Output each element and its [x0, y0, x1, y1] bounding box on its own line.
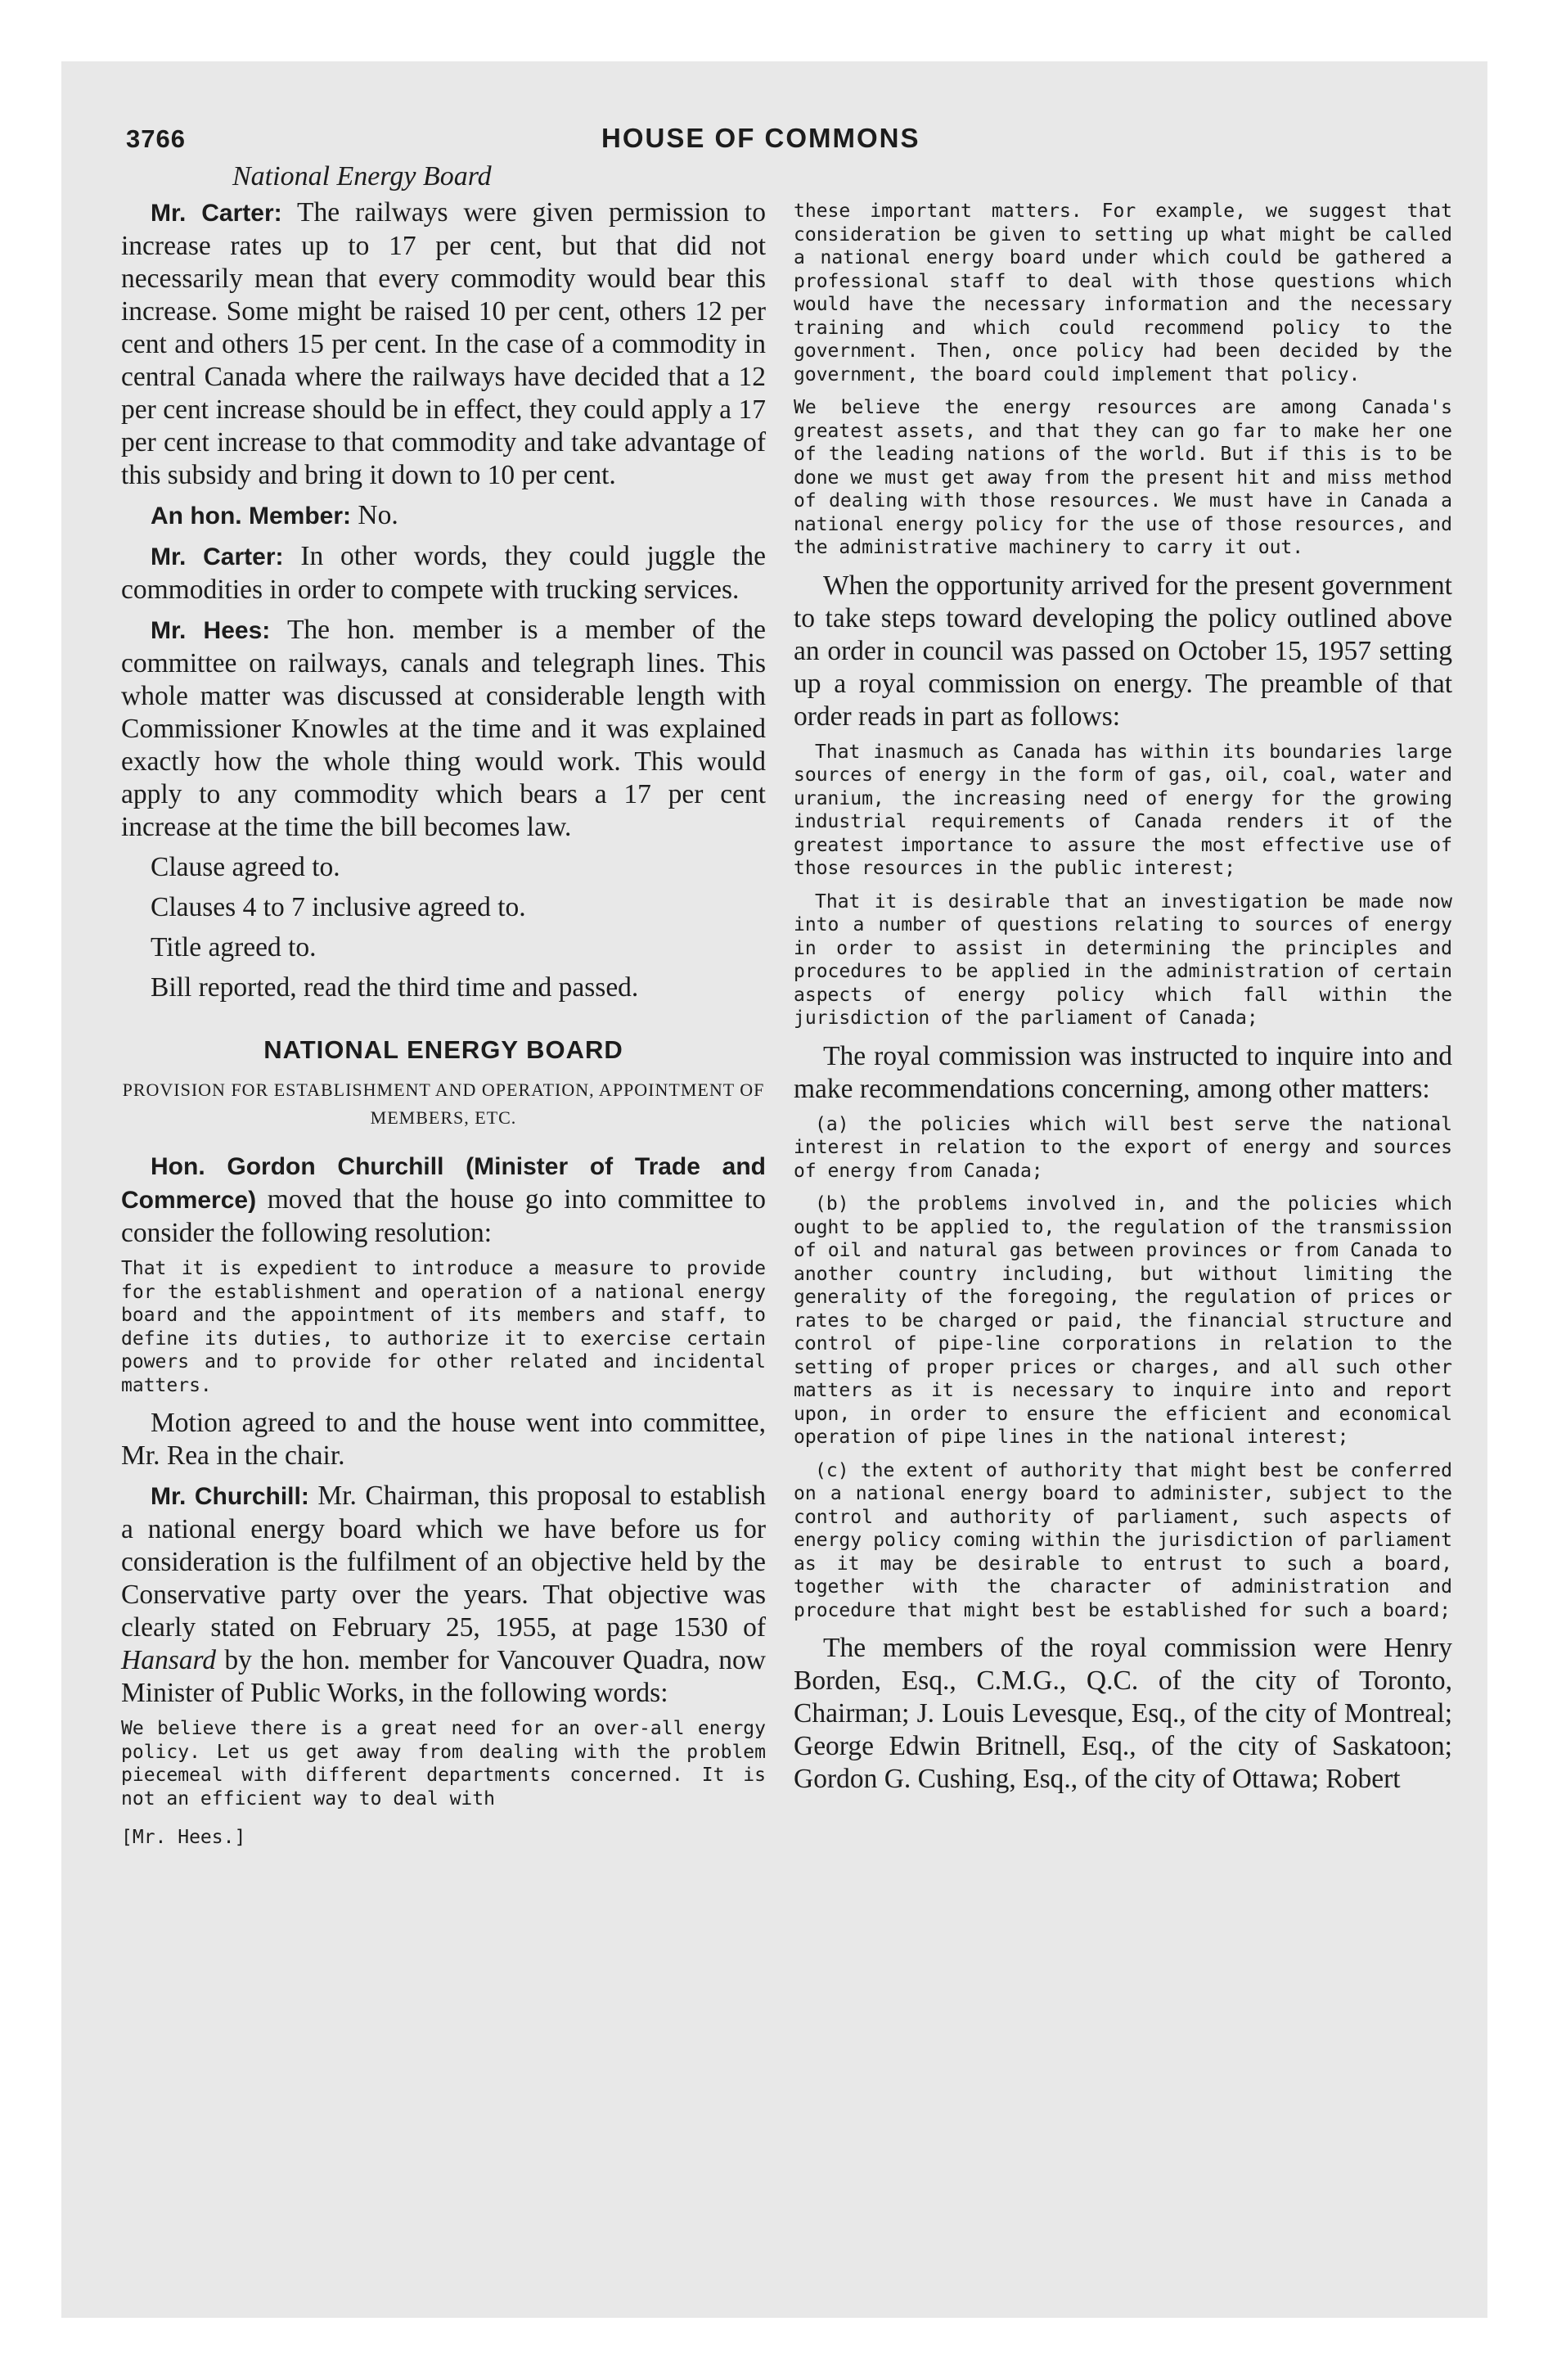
paragraph-text: The railways were given permission to increase rates up to 17 per cent, but that did not necessarily mean that every commodity would bear this increase. Some might be raised 10 per cent, others 12 per cent and others 15 per cent. In the case of a commodity in central Canada where the railways have decided that a 12 per cent increase should be in effect, they could apply a 17 per cent increase to that commodity and take advantage of this subsidy and bring it down to 10 per cent.	[121, 197, 766, 490]
paragraph	[121, 499, 766, 533]
paragraph: The members of the royal commission were Henry Borden, Esq., C.M.G., Q.C. of the city of Toronto, Chairman; J. Louis Levesque, Esq., of the city of Montreal; George Edwin Britnell, Esq., of the city of Saskatoon; Gordon G. Cushing, Esq., of the city of Ottawa; Robert	[794, 1633, 1452, 1794]
paragraph: When the opportunity arrived for the present government to take steps toward developing the policy outlined above an order in council was passed on October 15, 1957 setting up a royal commission on energy. The preamble of that order reads in part as follows:	[794, 570, 1452, 732]
paragraph-text: moved that the house go into committee to consider the following resolution:	[121, 1184, 766, 1248]
paragraph: Clause agreed to.	[151, 852, 340, 882]
speaker-footer: [Mr. Hees.]	[121, 1827, 246, 1848]
paragraph: The royal commission was instructed to inquire into and make recommendations concerning, among other matters:	[794, 1040, 1452, 1104]
speaker-name: Mr. Carter:	[151, 543, 284, 570]
page-number: 3766	[126, 124, 186, 153]
quotation: We believe there is a great need for an over-all energy policy. Let us get away from dealing with the problem piecemeal with different departments concerned. It is not an efficient way to deal with	[121, 1718, 766, 1810]
list-item: (c) the extent of authority that might best be conferred on a national energy board to administer, subject to the control and authority of parliament, such aspects of energy policy coming within the jurisdiction of parliament as it may be desirable to entrust to such a board, together with the character of administration and procedure that might best be established for such a board;	[794, 1459, 1452, 1621]
paragraph: Bill reported, read the third time and passed.	[151, 972, 639, 1003]
paragraph-text: Mr. Chairman, this proposal to establish a national energy board which we have before us for consideration is the fulfilment of an objective held by the Conservative party over the years. That objective was clearly stated on February 25, 1955, at page 1530 of	[121, 1481, 766, 1643]
quotation: these important matters. For example, we suggest that consideration be given to setting up what might be called a national energy board under which could be gathered a professional staff to deal with those questions which would have the necessary information and the necessary training and which could recommend policy to the government. Then, once policy had been decided by the government, the board could implement that policy.	[794, 201, 1452, 385]
speaker-name: An hon. Member:	[151, 503, 351, 530]
list-item: (b) the problems involved in, and the policies which ought to be applied to, the regulation of the transmission of oil and natural gas between provinces or from Canada to another country including, but without limiting the generality of the foregoing, the regulation of prices or rates to be charged or paid, the financial structure and control of pipe-line corporations in relation to the setting of proper prices or charges, and all such other matters as it is necessary to inquire into and report upon, in order to ensure the efficient and economical operation of pipe lines in the national interest;	[794, 1193, 1452, 1448]
paragraph	[121, 540, 766, 606]
paragraph-text: In other words, they could juggle the commodities in order to compete with trucking services.	[121, 541, 767, 605]
paragraph	[121, 1150, 766, 1250]
quotation: We believe the energy resources are among Canada's greatest assets, and that they can go far to make her one of the leading nations of the world. But if this is to be done we must get away from the present hit and miss method of dealing with those resources. We must have in Canada a national energy policy for the use of those resources, and the administrative machinery to carry it out.	[794, 397, 1452, 558]
right-column	[794, 196, 1452, 1803]
speaker-name: Mr. Carter:	[151, 200, 282, 227]
paragraph	[121, 1480, 766, 1710]
section-heading: NATIONAL ENERGY BOARD	[263, 1035, 623, 1064]
speaker-name: Hon. Gordon Churchill (Minister of Trade and Commerce)	[121, 1153, 766, 1214]
paragraph: Motion agreed to and the house went into committee, Mr. Rea in the chair.	[121, 1408, 766, 1471]
section-title: National Energy Board	[232, 161, 492, 192]
quotation: That inasmuch as Canada has within its boundaries large sources of energy in the form of gas, oil, coal, water and uranium, the increasing need of energy for the growing industrial requirements of Canada renders it of the greatest importance to assure the most effective use of those resources in the public interest;	[794, 741, 1452, 879]
paragraph	[121, 196, 766, 492]
quotation: That it is desirable that an investigation be made now into a number of questions relating to sources of energy in order to assist in determining the principles and procedures to be applied in the administration of certain aspects of energy policy which fall within the jurisdiction of the parliament of Canada;	[794, 890, 1452, 1029]
speaker-name: Mr. Hees:	[151, 617, 271, 644]
quoted-resolution: That it is expedient to introduce a measure to provide for the establishment and operation of a national energy board and the appointment of its members and staff, to define its duties, to authorize it to exercise certain powers and to provide for other related and incidental matters.	[121, 1258, 766, 1396]
list-item: (a) the policies which will best serve the national interest in relation to the export of energy and sources of energy from Canada;	[794, 1113, 1452, 1182]
paragraph-text: No.	[358, 500, 398, 530]
paragraph	[121, 614, 766, 844]
section-subheading: PROVISION FOR ESTABLISHMENT AND OPERATION, APPOINTMENT OF MEMBERS, ETC.	[122, 1080, 765, 1128]
paragraph: Clauses 4 to 7 inclusive agreed to.	[151, 892, 526, 922]
hansard-italic: Hansard	[121, 1645, 217, 1675]
paragraph: Title agreed to.	[151, 932, 317, 962]
speaker-name: Mr. Churchill:	[151, 1483, 309, 1510]
paragraph-text: The hon. member is a member of the committee on railways, canals and telegraph lines. This whole matter was discussed at considerable length with Commissioner Knowles at the time and it was explained exactly how the whole thing would work. This would apply to any commodity which bears a 17 per cent increase at the time the bill becomes law.	[121, 615, 766, 842]
paragraph-text: by the hon. member for Vancouver Quadra, now Minister of Public Works, in the following words:	[121, 1645, 766, 1708]
running-header: HOUSE OF COMMONS	[601, 123, 920, 153]
left-column	[121, 196, 766, 1848]
